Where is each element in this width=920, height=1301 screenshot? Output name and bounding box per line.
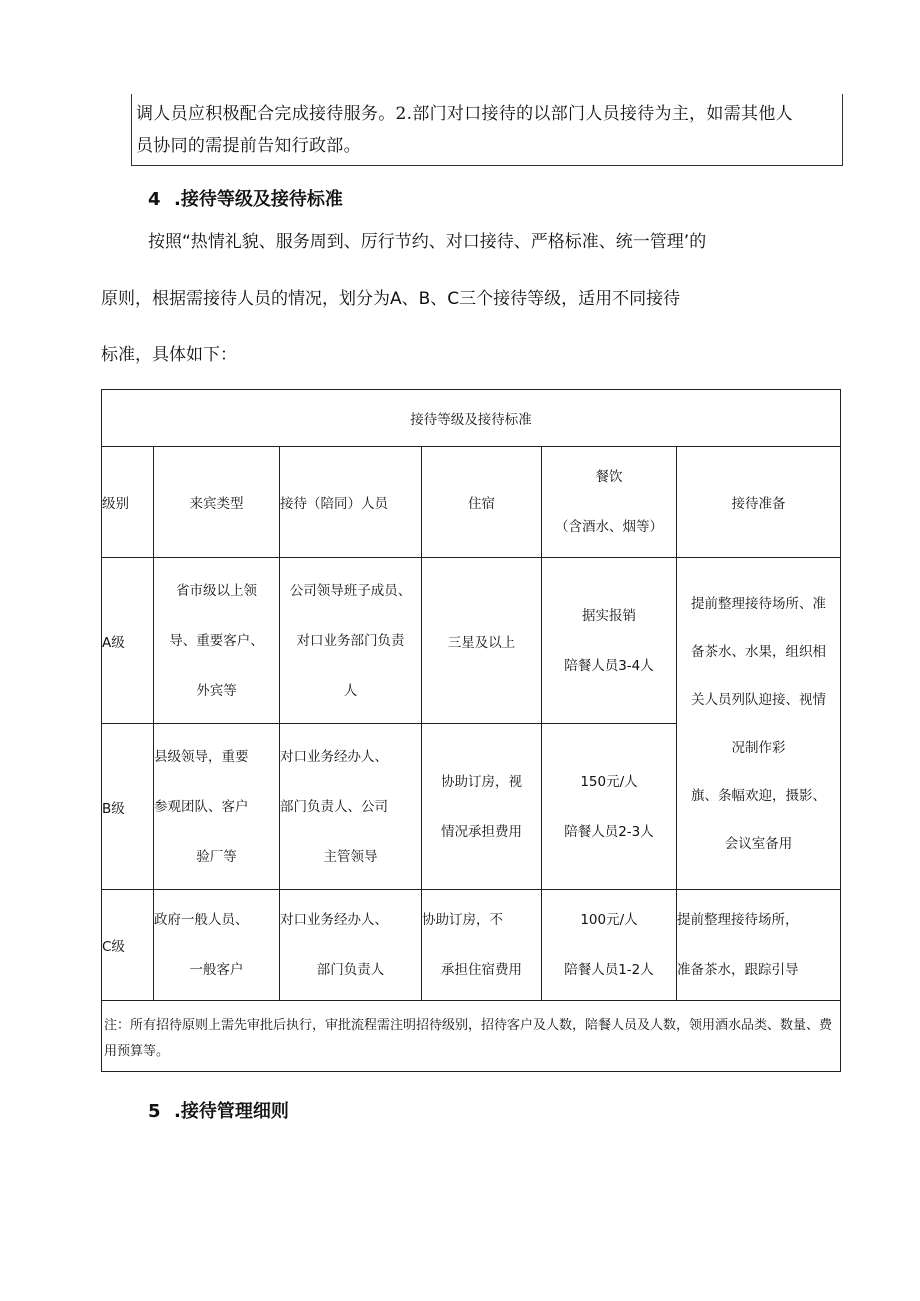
row-c-lodging-line-2: 承担住宿费用 <box>441 962 522 978</box>
row-a-host <box>280 558 422 724</box>
header-lodging: 住宿 <box>422 447 542 558</box>
box-line-1: 调人员应积极配合完成接待服务。2.部门对口接待的以部门人员接待为主，如需其他人 <box>136 104 793 124</box>
prep-ab-line-4: 况制作彩 <box>731 739 786 756</box>
prep-ab-line-2: 备茶水、水果，组织相 <box>691 643 827 660</box>
prep-ab-line-1: 提前整理接待场所、准 <box>691 595 827 612</box>
row-a-host-line-3: 人 <box>343 682 358 699</box>
row-c-host-line-2: 部门负责人 <box>316 962 385 978</box>
row-c-guest <box>154 890 280 1001</box>
row-b-guest-line-1: 县级领导，重要 <box>154 748 249 765</box>
row-a-dining <box>542 558 677 724</box>
table-title: 接待等级及接待标准 <box>102 390 841 447</box>
row-a-guest-line-3: 外宾等 <box>196 682 237 699</box>
paragraph-line-2: 原则，根据需接待人员的情况，划分为A、B、C三个接待等级，适用不同接待 <box>101 289 681 309</box>
header-dining-line-1: 餐饮 <box>595 469 623 485</box>
row-c-lodging-line-1: 协助订房，不 <box>422 912 503 928</box>
header-dining <box>542 447 677 558</box>
row-b-guest <box>154 724 280 890</box>
row-b-dining <box>542 724 677 890</box>
row-b-lodging-line-2: 情况承担费用 <box>441 823 522 840</box>
row-c-prep-line-1: 提前整理接待场所， <box>677 912 799 928</box>
row-b-host-line-3: 主管领导 <box>323 848 378 865</box>
section-5-number: 5 <box>148 1101 161 1122</box>
row-b-lodging <box>422 724 542 890</box>
row-b-dining-line-1: 150元/人 <box>580 773 638 790</box>
row-c-lodging <box>422 890 542 1001</box>
row-c-dining-line-1: 100元/人 <box>580 912 638 928</box>
row-a-host-line-2: 对口业务部门负责 <box>296 632 405 649</box>
row-b-host-line-2: 部门负责人、公司 <box>280 798 388 815</box>
row-b-guest-line-2: 参观团队、客户 <box>154 798 249 815</box>
row-c-guest-line-2: 一般客户 <box>189 962 244 978</box>
row-a-guest-line-2: 导、重要客户、 <box>169 632 264 649</box>
row-b-level: B级 <box>102 724 154 890</box>
row-a-guest-line-1: 省市级以上领 <box>176 582 257 599</box>
row-c-prep-line-2: 准备茶水，跟踪引导 <box>677 962 799 978</box>
table-row <box>102 890 841 1001</box>
row-b-host <box>280 724 422 890</box>
row-c-host-line-1: 对口业务经办人、 <box>280 912 388 928</box>
row-a-dining-line-1: 据实报销 <box>582 607 636 624</box>
row-c-level: C级 <box>102 890 154 1001</box>
paragraph-line-3: 标准，具体如下： <box>101 345 237 365</box>
row-b-dining-line-2: 陪餐人员2-3人 <box>564 823 654 840</box>
prep-ab-cell <box>677 558 841 890</box>
section-5-heading <box>148 1100 289 1124</box>
row-c-preparation <box>677 890 841 1001</box>
reception-grade-table <box>101 389 841 1072</box>
section-4-heading <box>148 188 343 212</box>
row-a-host-line-1: 公司领导班子成员、 <box>289 582 412 599</box>
header-level: 级别 <box>102 447 154 558</box>
header-dining-line-2: （含酒水、烟等） <box>555 519 663 535</box>
row-a-guest <box>154 558 280 724</box>
prep-ab-line-5: 旗、条幅欢迎，摄影、 <box>691 787 827 804</box>
header-preparation: 接待准备 <box>677 447 841 558</box>
header-host: 接待（陪同）人员 <box>280 447 422 558</box>
row-a-lodging: 三星及以上 <box>422 558 542 724</box>
table-note: 注：所有招待原则上需先审批后执行，审批流程需注明招待级别，招待客户及人数，陪餐人员及人数，领用酒水品类、数量、费用预算等。 <box>102 1001 841 1072</box>
paragraph-line-1: 按照“热情礼貌、服务周到、厉行节约、对口接待、严格标准、统一管理’的 <box>148 232 707 252</box>
row-c-dining <box>542 890 677 1001</box>
row-b-host-line-1: 对口业务经办人、 <box>280 748 388 765</box>
prep-ab-line-3: 关人员列队迎接、视情 <box>691 691 827 708</box>
row-a-level: A级 <box>102 558 154 724</box>
prep-ab-line-6: 会议室备用 <box>724 835 793 852</box>
row-c-guest-line-1: 政府一般人员、 <box>154 912 249 928</box>
row-c-dining-line-2: 陪餐人员1-2人 <box>564 962 654 978</box>
continued-text-box <box>131 94 843 166</box>
section-5-title: .接待管理细则 <box>174 1101 289 1122</box>
row-b-guest-line-3: 验厂等 <box>196 848 237 865</box>
row-b-lodging-line-1: 协助订房，视 <box>441 773 522 790</box>
box-line-2: 员协同的需提前告知行政部。 <box>136 136 361 156</box>
row-a-dining-line-2: 陪餐人员3-4人 <box>564 657 654 674</box>
header-guest-type: 来宾类型 <box>154 447 280 558</box>
row-c-host <box>280 890 422 1001</box>
section-4-number: 4 <box>148 189 161 210</box>
table-row <box>102 558 841 724</box>
section-4-title: .接待等级及接待标准 <box>174 189 343 210</box>
